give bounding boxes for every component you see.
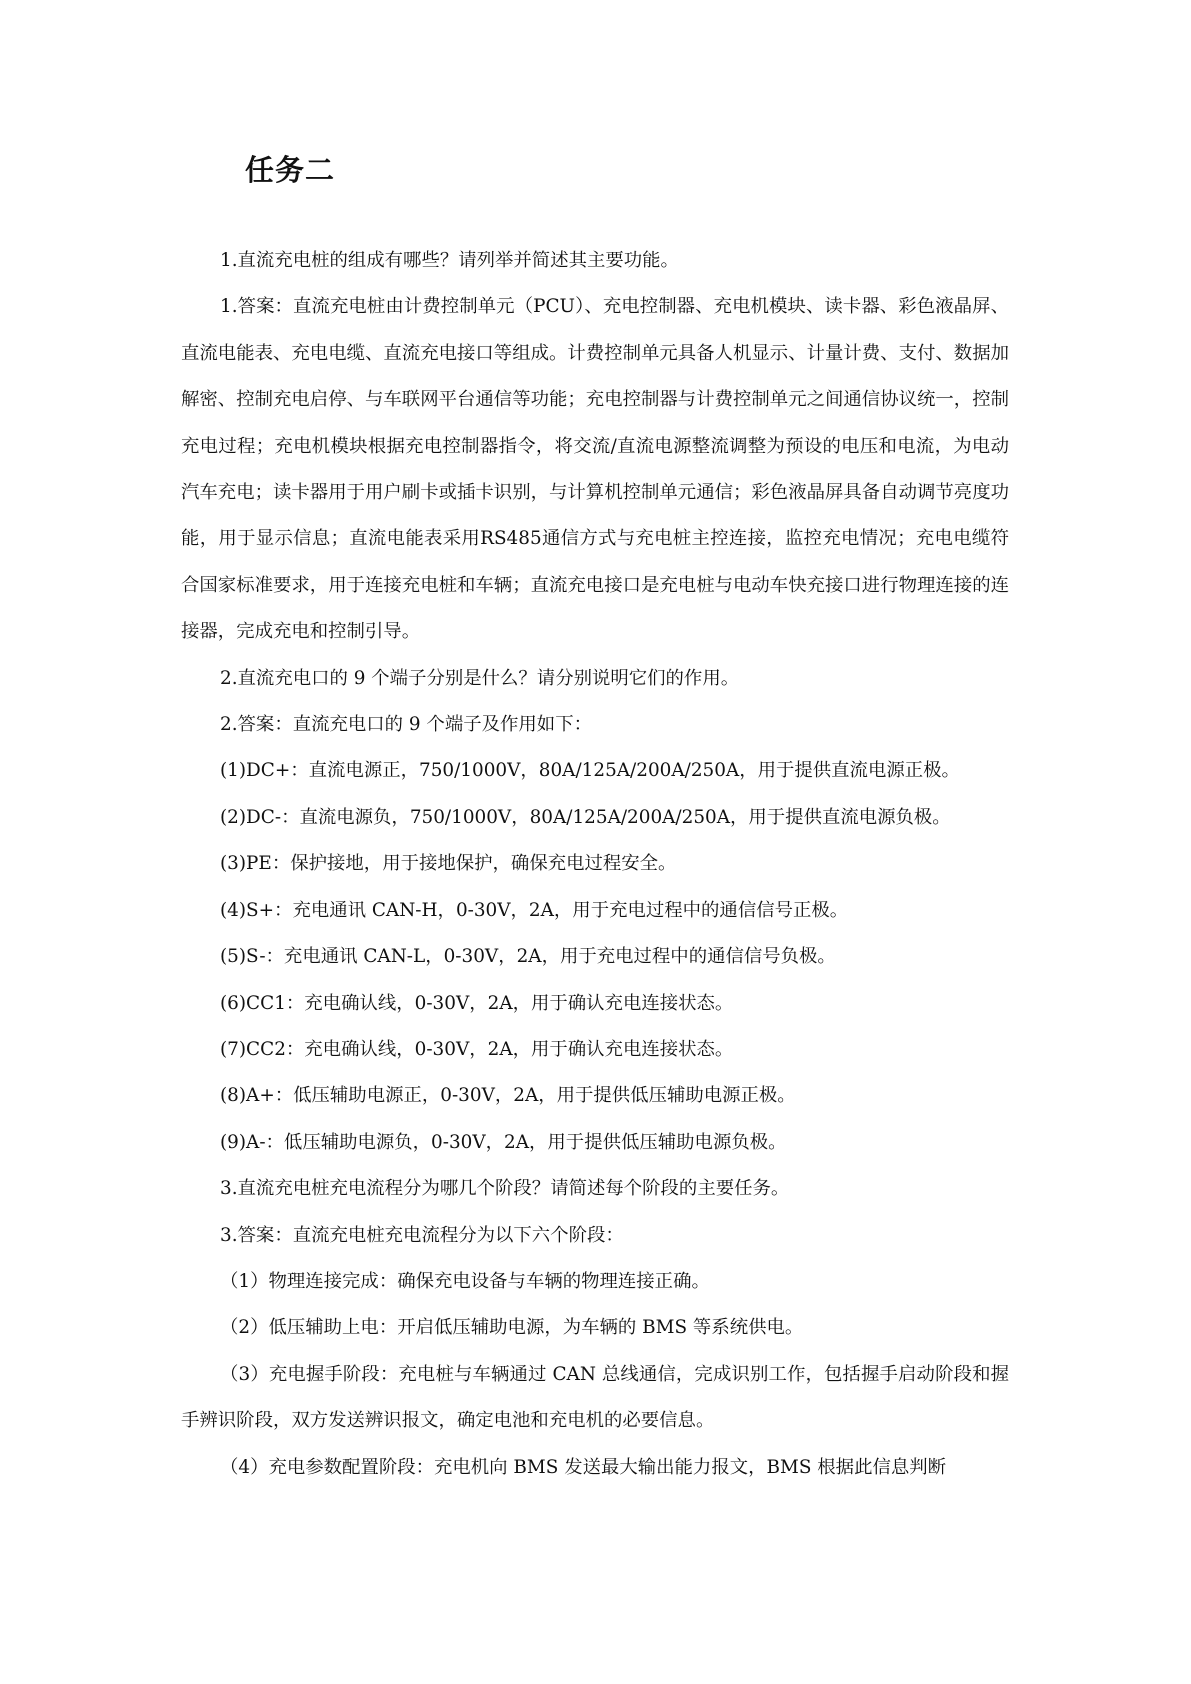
terminal-item: (5)S-：充电通讯 CAN-L，0-30V，2A，用于充电过程中的通信信号负极。 — [220, 946, 836, 968]
document-body — [181, 238, 1009, 1491]
terminal-item: (1)DC+：直流电源正，750/1000V，80A/125A/200A/250A，用于提供直流电源正极。 — [220, 760, 960, 782]
stage-item: （4）充电参数配置阶段：充电机向 BMS 发送最大输出能力报文，BMS 根据此信息判断 — [220, 1456, 947, 1478]
stage-item: （3）充电握手阶段：充电桩与车辆通过 CAN 总线通信，完成识别工作，包括握手启动阶段和握手辨识阶段，双方发送辨识报文，确定电池和充电机的必要信息。 — [181, 1363, 1009, 1432]
question-3: 3.直流充电桩充电流程分为哪几个阶段？请简述每个阶段的主要任务。 — [220, 1178, 790, 1200]
question-1: 1.直流充电桩的组成有哪些？请列举并简述其主要功能。 — [220, 250, 679, 271]
page-title: 任务二 — [245, 153, 336, 187]
terminal-item: (7)CC2：充电确认线，0-30V，2A，用于确认充电连接状态。 — [220, 1038, 734, 1060]
terminal-item: (2)DC-：直流电源负，750/1000V，80A/125A/200A/250A，用于提供直流电源负极。 — [220, 806, 951, 828]
terminal-item: (6)CC1：充电确认线，0-30V，2A，用于确认充电连接状态。 — [220, 992, 734, 1014]
terminal-item: (4)S+：充电通讯 CAN-H，0-30V，2A，用于充电过程中的通信信号正极。 — [220, 899, 849, 921]
terminal-item: (9)A-：低压辅助电源负，0-30V，2A，用于提供低压辅助电源负极。 — [220, 1131, 787, 1153]
answer-3-intro: 3.答案：直流充电桩充电流程分为以下六个阶段： — [220, 1224, 624, 1246]
answer-2-intro: 2.答案：直流充电口的 9 个端子及作用如下： — [220, 714, 592, 736]
terminal-item: (8)A+：低压辅助电源正，0-30V，2A，用于提供低压辅助电源正极。 — [220, 1085, 796, 1107]
question-2: 2.直流充电口的 9 个端子分别是什么？请分别说明它们的作用。 — [220, 667, 740, 689]
stage-item: （2）低压辅助上电：开启低压辅助电源，为车辆的 BMS 等系统供电。 — [220, 1317, 804, 1339]
terminal-item: (3)PE：保护接地，用于接地保护，确保充电过程安全。 — [220, 853, 677, 875]
answer-1: 1.答案：直流充电桩由计费控制单元（PCU）、充电控制器、充电机模块、读卡器、彩色液晶屏、直流电能表、充电电缆、直流充电接口等组成。计费控制单元具备人机显示、计量计费、支付、数据加解密、控制充电启停、与车联网平台通信等功能；充电控制器与计费控制单元之间通信协议统一，控制充电过程；充电机模块根据充电控制器指令，将交流/直流电源整流调整为预设的电压和电流，为电动汽车充电；读卡器用于用户刷卡或插卡识别，与计算机控制单元通信；彩色液晶屏具备自动调节亮度功能，用于显示信息；直流电能表采用RS485通信方式与充电桩主控连接，监控充电情况；充电电缆符合国家标准要求，用于连接充电桩和车辆；直流充电接口是充电桩与电动车快充接口进行物理连接的连接器，完成充电和控制引导。 — [181, 296, 1009, 643]
stage-item: （1）物理连接完成：确保充电设备与车辆的物理连接正确。 — [220, 1270, 710, 1292]
